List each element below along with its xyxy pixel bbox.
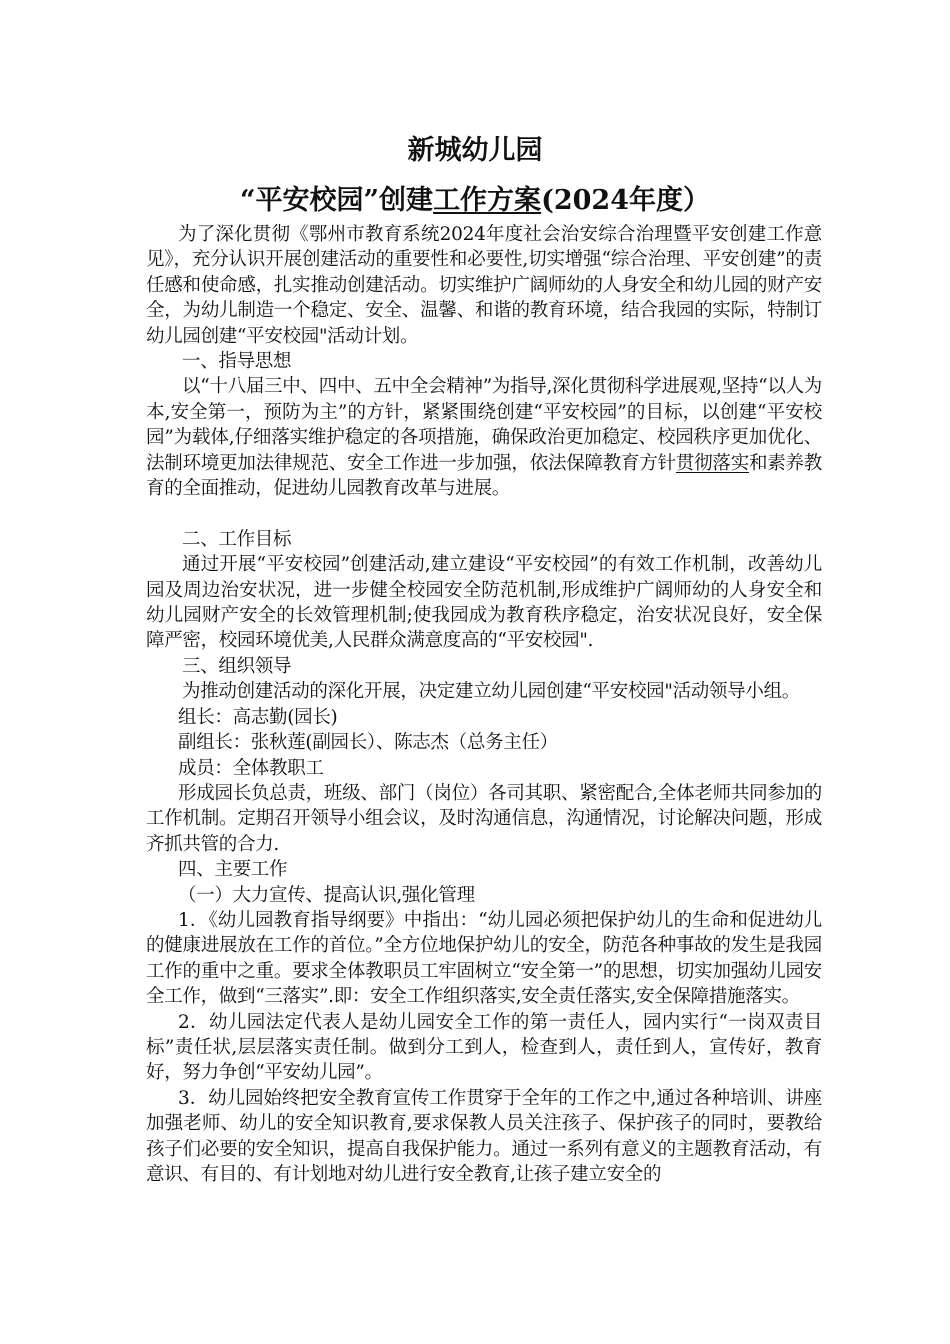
subtitle-part-a: “平安校园”创建	[240, 185, 434, 216]
item-2-paragraph: 2．幼儿园法定代表人是幼儿园安全工作的第一责任人，园内实行“一岗双责目标”责任状,层层落实责任制。做到分工到人，检查到人，责任到人，宣传好，教育好，努力争创“平安幼儿园”。	[146, 1011, 822, 1084]
section-heading-main-work: 四、主要工作	[178, 859, 288, 881]
subsection-heading-publicity: （一）大力宣传、提高认识,强化管理	[178, 884, 475, 906]
deputy-leader-line: 副组长：张秋莲(副园长）、陈志杰（总务主任）	[178, 732, 558, 754]
guiding-underlined-text: 贯彻落实	[675, 452, 749, 474]
item-3-paragraph: 3．幼儿园始终把安全教育宣传工作贯穿于全年的工作之中,通过各种培训、讲座加强老师、幼儿的安全知识教育,要求保教人员关注孩子、保护孩子的同时，要教给孩子们必要的安全知识，提高自我保护能力。通过一系列有意义的主题教育活动，有意识、有目的、有计划地对幼儿进行安全教育,让孩子建立安全的	[146, 1087, 822, 1186]
guiding-ideology-paragraph	[146, 374, 822, 501]
section-heading-guiding-ideology: 一、指导思想	[182, 351, 292, 373]
work-goals-paragraph: 通过开展“平安校园”创建活动,建立建设“平安校园”的有效工作机制，改善幼儿园及周边治安状况，进一步健全校园安全防范机制,形成维护广阔师幼的人身安全和幼儿园财产安全的长效管理机制;使我园成为教育秩序稳定，治安状况良好，安全保障严密，校园环境优美,人民群众满意度高的“平安校园".	[146, 554, 822, 652]
document-subtitle	[0, 183, 950, 219]
subtitle-part-b: (2024年度）	[541, 185, 710, 216]
mechanism-paragraph: 形成园长负总责，班级、部门（岗位）各司其职、紧密配合,全体老师共同参加的工作机制。定期召开领导小组会议，及时沟通信息，沟通情况，讨论解决问题，形成齐抓共管的合力.	[146, 782, 822, 855]
organization-paragraph: 为推动创建活动的深化开展，决定建立幼儿园创建“平安校园"活动领导小组。	[182, 681, 800, 703]
subtitle-underlined: 工作方案	[433, 185, 542, 216]
intro-paragraph: 为了深化贯彻《鄂州市教育系统2024年度社会治安综合治理暨平安创建工作意见》，充分认识开展创建活动的重要性和必要性,切实增强“综合治理、平安创建”的责任感和使命感，扎实推动创建活动。切实维护广阔师幼的人身安全和幼儿园的财产安全，为幼儿制造一个稳定、安全、温馨、和谐的教育环境，结合我园的实际，特制订幼儿园创建“平安校园"活动计划。	[146, 224, 822, 347]
blank-line	[146, 501, 822, 526]
document-title: 新城幼儿园	[407, 135, 543, 166]
document-body	[146, 222, 822, 1187]
section-heading-organization: 三、组织领导	[182, 655, 292, 677]
members-line: 成员：全体教职工	[178, 757, 324, 779]
group-leader-line: 组长：高志勤(园长)	[178, 706, 338, 728]
guiding-text-b: 和素养教育的全面推动，促进幼儿园教育改革与进展。	[146, 452, 822, 500]
section-heading-work-goals: 二、工作目标	[182, 528, 292, 550]
guiding-text-a: 以“十八届三中、四中、五中全会精神”为指导,深化贯彻科学进展观,坚持“以人为本,安全第一，预防为主”的方针，紧紧围绕创建“平安校园”的目标，以创建“平安校园”为载体,仔细落实维护稳定的各项措施，确保政治更加稳定、校园秩序更加优化、法制环境更加法律规范、安全工作进一步加强，依法保障教育方针	[146, 376, 822, 474]
item-1-paragraph: 1．《幼儿园教育指导纲要》中指出：“幼儿园必须把保护幼儿的生命和促进幼儿的健康进展放在工作的首位。”全方位地保护幼儿的安全，防范各种事故的发生是我园工作的重中之重。要求全体教职员工牢固树立“安全第一”的思想，切实加强幼儿园安全工作，做到“三落实”.即：安全工作组织落实,安全责任落实,安全保障措施落实。	[146, 909, 822, 1008]
